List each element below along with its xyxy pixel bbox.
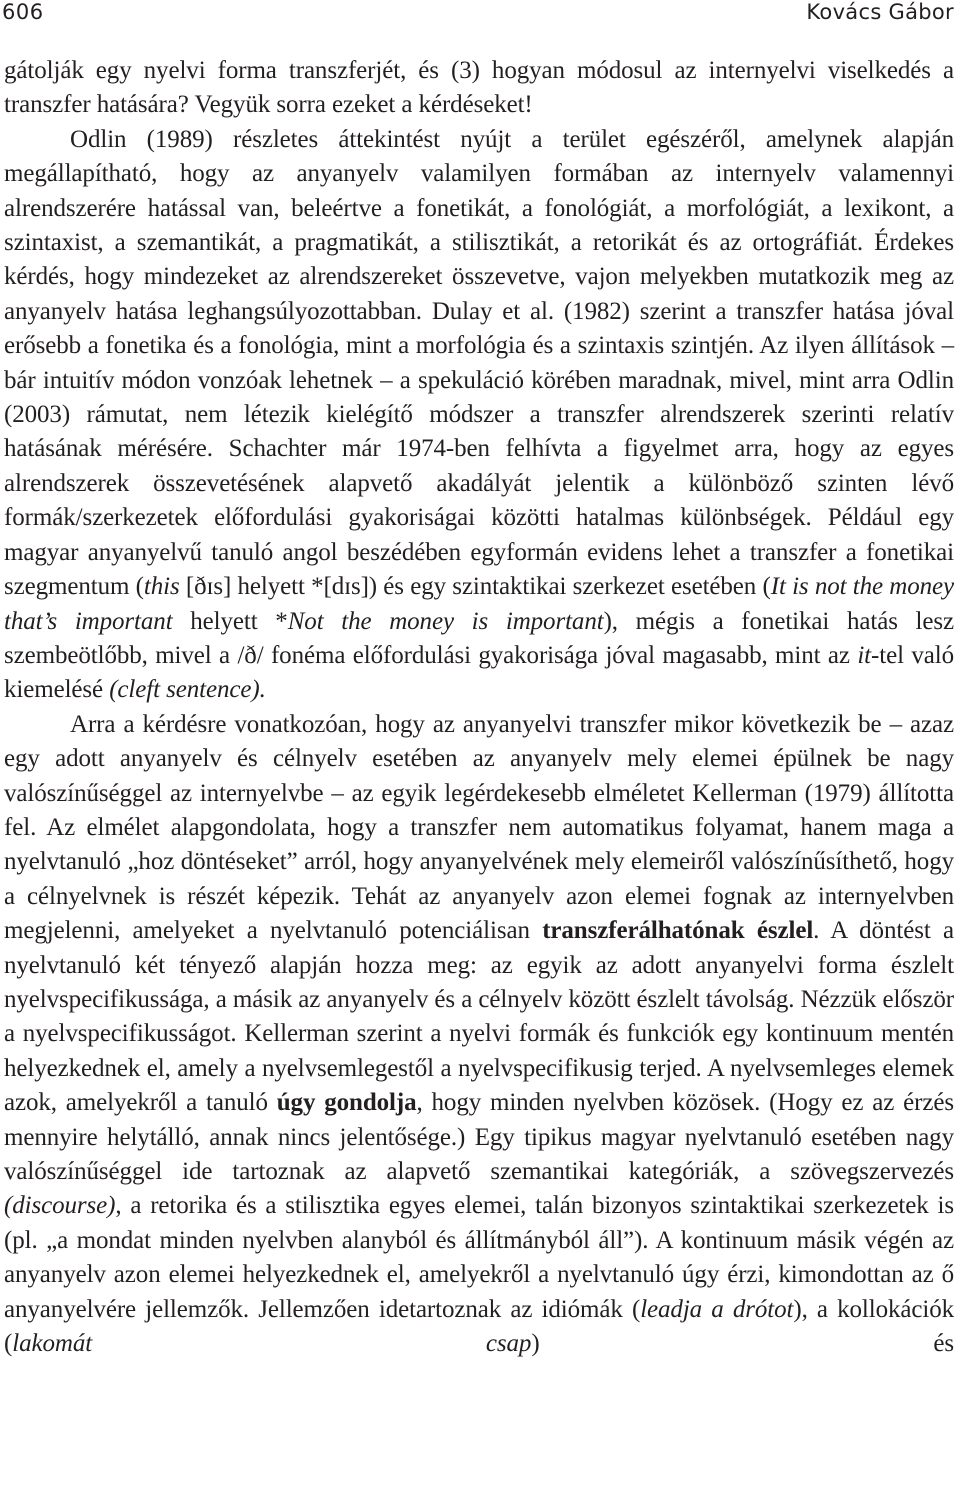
italic-text: it [857, 641, 872, 669]
italic-text: leadja a drótot [640, 1295, 794, 1323]
text-run: Arra a kérdésre vonatkozóan, hogy az anyanyelvi transzfer mikor következik be – azaz egy adott anyanyelv és célnyelv esetében az anyanyelv mely elemei épülnek be nagy valószínűséggel az internyelvbe – az egyik legérdekesebb elméletet Kellerman (1979) állította fel. Az elmélet alapgondolata, hogy a transzfer nem automatikus folyamat, hanem maga a nyelvtanuló „hoz döntéseket” arról, hogy anyanyelvének mely elemeiről valószínűsíthető, hogy a célnyelvnek is részét képezik. Tehát az anyanyelv azon elemei fognak az internyelvben megjelenni, amelyeket a nyelvtanuló potenciálisan [4, 710, 954, 945]
text-run: , a retorika és a stilisztika egyes elemei, talán bizonyos szintaktikai szerkezetek is (pl. „a mondat minden nyelvben alanyból és állítmányból áll”). A kontinuum másik végén az anyanyelv azon elemei helyezkednek el, amelyekről a nyelvtanuló úgy érzi, kimondottan az ő anyanyelvére jellemzők. Jellemzően idetartoznak az idiómák ( [4, 1192, 954, 1323]
italic-text: It is not the money that’s important [4, 573, 954, 635]
paragraph [4, 123, 954, 708]
bold-text: úgy gondolja [276, 1089, 417, 1117]
text-run: gátolják egy nyelvi forma transzferjét, és (3) hogyan módosul az internyelvi viselkedés a transzfer hatására? Vegyük sorra ezeket a kérdéseket! [4, 57, 954, 119]
text-run: ), mégis a fonetikai hatás lesz szembeötlőbb, mivel a /ð/ fonéma előfordulási gyakorisága jóval magasabb, mint az [4, 607, 955, 669]
italic-text: this [143, 573, 180, 601]
text-run: Odlin (1989) részletes áttekintést nyújt a terület egészéről, amelynek alapján megállapítható, hogy az anyanyelv valamilyen formában az internyelv valamennyi alrendszerére hatással van, beleértve a fonetikát, a fonológiát, a morfológiát, a lexikont, a szintaxist, a szemantikát, a pragmatikát, a stilisztikát, a retorikát és az ortográfiát. Érdekes kérdés, hogy mindezeket az alrendszereket összevetve, vajon melyekben mutatkozik meg az anyanyelv hatása leghangsúlyozottabban. Dulay et al. (1982) szerint a transzfer hatása jóval erősebb a fonetika és a fonológia, mint a morfológia és a szintaxis szintjén. Az ilyen állítások – bár intuitív módon vonzóak lehetnek – a spekuláció körében maradnak, mivel, mint arra Odlin (2003) rámutat, nem létezik kielégítő módszer a transzfer alrendszerek szerinti relatív hatásának mérésére. Schachter már 1974-ben felhívta a figyelmet arra, hogy az egyes alrendszerek összevetésének alapvető akadályát jelentik a különböző szinten lévő formák/szerkezetek előfordulási gyakoriságai közötti hatalmas különbségek. Például egy magyar anyanyelvű tanuló angol beszédében egyformán evidens lehet a transzfer a fonetikai szegmentum ( [4, 125, 954, 601]
text-run: [ðɪs] helyett *[dɪs]) és egy szintaktikai szerkezet esetében ( [179, 573, 771, 601]
italic-text: (cleft sentence). [109, 676, 266, 704]
body-text [4, 54, 954, 1361]
running-head-author: Kovács Gábor [806, 0, 954, 24]
italic-text: (discourse) [4, 1192, 116, 1220]
text-run: , hogy minden nyelvben közösek. (Hogy ez az érzés mennyire helytálló, annak nincs jelentősége.) Egy tipikus magyar nyelvtanuló esetében nagy valószínűséggel ide tartoznak az alapvető szemantikai kategóriák, a szövegszervezés [4, 1089, 954, 1185]
text-run: -tel való kiemelésé [4, 641, 954, 704]
text-run: helyett * [172, 607, 288, 635]
text-run: . A döntést a nyelvtanuló két tényező alapján hozza meg: az egyik az adott anyanyelvi forma észlelt nyelvspecifikussága, a másik az anyanyelv és a célnyelv között észlelt távolság. Nézzük először a nyelvspecifikusságot. Kellerman szerint a nyelvi formák és funkciók egy kontinuum mentén helyezkednek el, amely a nyelvsemlegestől a nyelvspecifikusig terjed. A nyelvsemleges elemek azok, amelyekről a tanuló [4, 917, 954, 1117]
italic-text: lakomát csap [12, 1330, 532, 1358]
page-header [0, 0, 956, 34]
paragraph [4, 708, 954, 1362]
italic-text: Not the money is important [287, 607, 604, 635]
page-number: 606 [2, 0, 44, 24]
bold-text: transzferálhatónak észlel [542, 917, 814, 945]
paragraph [4, 54, 954, 123]
text-run: ), a kollokációk ( [4, 1295, 955, 1358]
text-run: ) és [531, 1330, 954, 1358]
